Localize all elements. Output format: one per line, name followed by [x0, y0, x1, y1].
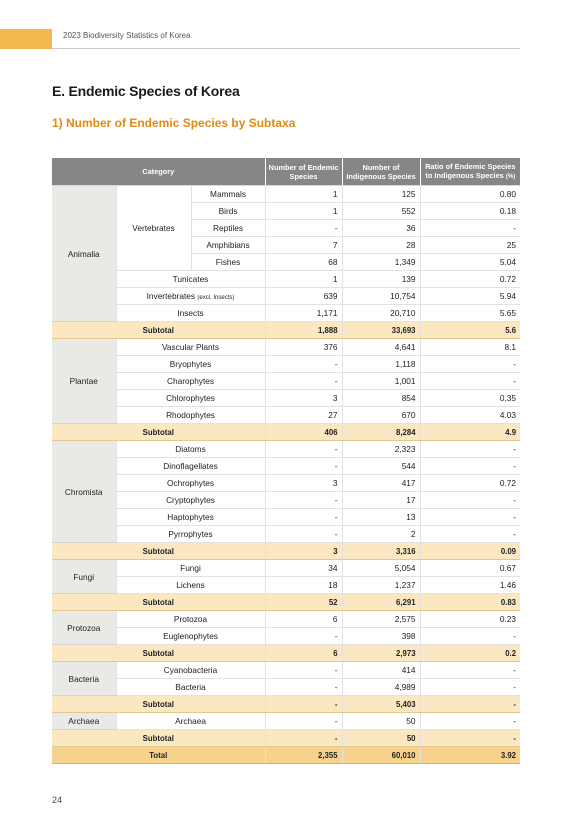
taxon-name: Cyanobacteria [116, 662, 265, 679]
indigenous-value: 1,001 [342, 373, 420, 390]
total-label: Total [52, 747, 265, 764]
subtotal-indigenous: 33,693 [342, 322, 420, 339]
taxon-name: Reptiles [191, 220, 265, 237]
table-row [52, 186, 520, 203]
endemic-value: - [265, 526, 342, 543]
indigenous-value: 4,641 [342, 339, 420, 356]
ratio-value: 5.04 [420, 254, 520, 271]
ratio-value: 0.67 [420, 560, 520, 577]
table-row [52, 373, 520, 390]
subtotal-label: Subtotal [52, 322, 265, 339]
subtotal-endemic: 406 [265, 424, 342, 441]
taxon-name: Euglenophytes [116, 628, 265, 645]
ratio-value: - [420, 679, 520, 696]
taxon-name [116, 288, 265, 305]
taxon-name: Pyrrophytes [116, 526, 265, 543]
table-row [52, 271, 520, 288]
subtotal-ratio: - [420, 730, 520, 747]
endemic-value: 27 [265, 407, 342, 424]
indigenous-value: 10,754 [342, 288, 420, 305]
subtotal-ratio: 0.83 [420, 594, 520, 611]
indigenous-value: 36 [342, 220, 420, 237]
indigenous-value: 2 [342, 526, 420, 543]
endemic-value: - [265, 628, 342, 645]
subtotal-indigenous: 5,403 [342, 696, 420, 713]
subtotal-ratio: 5.6 [420, 322, 520, 339]
indigenous-value: 28 [342, 237, 420, 254]
subtotal-row [52, 322, 520, 339]
indigenous-value: 1,237 [342, 577, 420, 594]
indigenous-value: 854 [342, 390, 420, 407]
indigenous-value: 1,118 [342, 356, 420, 373]
subtotal-indigenous: 2,973 [342, 645, 420, 662]
endemic-value: 7 [265, 237, 342, 254]
kingdom-bacteria: Bacteria [52, 662, 116, 696]
header-endemic: Number of Endemic Species [265, 158, 342, 186]
endemic-value: - [265, 662, 342, 679]
endemic-value: 68 [265, 254, 342, 271]
running-header: 2023 Biodiversity Statistics of Korea [63, 31, 191, 40]
endemic-value: - [265, 492, 342, 509]
taxon-name-note: (excl. Insects) [197, 295, 235, 301]
table-row [52, 628, 520, 645]
subtotal-row [52, 543, 520, 560]
table-row [52, 679, 520, 696]
table-row [52, 560, 520, 577]
indigenous-value: 552 [342, 203, 420, 220]
table-row [52, 526, 520, 543]
table-row [52, 339, 520, 356]
header-rule [52, 48, 520, 49]
ratio-value: 0.18 [420, 203, 520, 220]
endemic-value: - [265, 458, 342, 475]
endemic-value: - [265, 220, 342, 237]
header-accent-tab [0, 29, 52, 49]
group-vertebrates: Vertebrates [116, 186, 191, 271]
subtotal-label: Subtotal [52, 594, 265, 611]
ratio-value: 5.65 [420, 305, 520, 322]
taxon-name: Insects [116, 305, 265, 322]
indigenous-value: 544 [342, 458, 420, 475]
subtotal-ratio: 0.2 [420, 645, 520, 662]
ratio-value: - [420, 356, 520, 373]
indigenous-value: 414 [342, 662, 420, 679]
endemic-value: - [265, 356, 342, 373]
taxon-name: Bacteria [116, 679, 265, 696]
ratio-value: - [420, 441, 520, 458]
table-row [52, 458, 520, 475]
endemic-value: 1 [265, 186, 342, 203]
endemic-value: 18 [265, 577, 342, 594]
table-row [52, 288, 520, 305]
table-row [52, 713, 520, 730]
indigenous-value: 17 [342, 492, 420, 509]
indigenous-value: 2,323 [342, 441, 420, 458]
ratio-value: 0.80 [420, 186, 520, 203]
subsection-title: 1) Number of Endemic Species by Subtaxa [52, 116, 296, 130]
subtotal-endemic: - [265, 730, 342, 747]
table-row [52, 356, 520, 373]
total-row [52, 747, 520, 764]
taxon-name: Bryophytes [116, 356, 265, 373]
ratio-value: - [420, 373, 520, 390]
ratio-value: 0.72 [420, 475, 520, 492]
indigenous-value: 2,575 [342, 611, 420, 628]
ratio-value: - [420, 628, 520, 645]
kingdom-protozoa: Protozoa [52, 611, 116, 645]
kingdom-chromista: Chromista [52, 441, 116, 543]
indigenous-value: 13 [342, 509, 420, 526]
indigenous-value: 5,054 [342, 560, 420, 577]
endemic-value: - [265, 509, 342, 526]
ratio-value: - [420, 458, 520, 475]
endemic-value: 1,171 [265, 305, 342, 322]
table-row [52, 662, 520, 679]
subtotal-label: Subtotal [52, 730, 265, 747]
subtotal-label: Subtotal [52, 696, 265, 713]
taxon-name: Haptophytes [116, 509, 265, 526]
table-row [52, 577, 520, 594]
taxon-name: Mammals [191, 186, 265, 203]
ratio-value: 8.1 [420, 339, 520, 356]
taxon-name: Vascular Plants [116, 339, 265, 356]
table-row [52, 305, 520, 322]
subtotal-row [52, 594, 520, 611]
taxon-name: Archaea [116, 713, 265, 730]
taxon-name: Birds [191, 203, 265, 220]
header-indigenous: Number of Indigenous Species [342, 158, 420, 186]
taxon-name-text: Invertebrates [146, 291, 196, 301]
endemic-value: 376 [265, 339, 342, 356]
page-number: 24 [52, 795, 63, 805]
subtotal-label: Subtotal [52, 424, 265, 441]
taxon-name: Dinoflagellates [116, 458, 265, 475]
ratio-value: 4.03 [420, 407, 520, 424]
taxon-name: Diatoms [116, 441, 265, 458]
subtotal-endemic: 3 [265, 543, 342, 560]
endemic-value: 1 [265, 271, 342, 288]
indigenous-value: 417 [342, 475, 420, 492]
taxon-name: Lichens [116, 577, 265, 594]
ratio-value: - [420, 492, 520, 509]
subtotal-indigenous: 8,284 [342, 424, 420, 441]
header-category: Category [52, 158, 265, 186]
subtotal-indigenous: 6,291 [342, 594, 420, 611]
kingdom-fungi: Fungi [52, 560, 116, 594]
endemic-value: - [265, 441, 342, 458]
table-header-row [52, 158, 520, 186]
subtotal-row [52, 730, 520, 747]
table-row [52, 509, 520, 526]
subtotal-endemic: 6 [265, 645, 342, 662]
indigenous-value: 670 [342, 407, 420, 424]
endemic-value: 34 [265, 560, 342, 577]
subtotal-endemic: 52 [265, 594, 342, 611]
table-row [52, 390, 520, 407]
endemic-value: 1 [265, 203, 342, 220]
table-row [52, 492, 520, 509]
ratio-value: 5.94 [420, 288, 520, 305]
subtotal-label: Subtotal [52, 645, 265, 662]
ratio-value: 0.72 [420, 271, 520, 288]
subtotal-row [52, 696, 520, 713]
ratio-value: - [420, 662, 520, 679]
ratio-value: 0.35 [420, 390, 520, 407]
taxon-name: Chlorophytes [116, 390, 265, 407]
taxon-name: Rhodophytes [116, 407, 265, 424]
ratio-value: 0.23 [420, 611, 520, 628]
taxon-name: Fungi [116, 560, 265, 577]
endemic-value: - [265, 713, 342, 730]
endemic-value: - [265, 679, 342, 696]
taxon-name: Tunicates [116, 271, 265, 288]
indigenous-value: 398 [342, 628, 420, 645]
ratio-value: 25 [420, 237, 520, 254]
table-row [52, 475, 520, 492]
ratio-value: - [420, 526, 520, 543]
taxon-name: Charophytes [116, 373, 265, 390]
ratio-value: - [420, 220, 520, 237]
subtotal-ratio: 4.9 [420, 424, 520, 441]
subtotal-endemic: - [265, 696, 342, 713]
taxon-name: Fishes [191, 254, 265, 271]
indigenous-value: 1,349 [342, 254, 420, 271]
total-ratio: 3.92 [420, 747, 520, 764]
indigenous-value: 20,710 [342, 305, 420, 322]
header-ratio-label: Ratio of Endemic Species to Indigenous Species [425, 161, 516, 180]
taxon-name: Protozoa [116, 611, 265, 628]
indigenous-value: 50 [342, 713, 420, 730]
endemic-species-table [52, 158, 520, 764]
ratio-value: - [420, 713, 520, 730]
table-row [52, 611, 520, 628]
total-endemic: 2,355 [265, 747, 342, 764]
taxon-name: Cryptophytes [116, 492, 265, 509]
indigenous-value: 125 [342, 186, 420, 203]
endemic-value: 639 [265, 288, 342, 305]
subtotal-indigenous: 3,316 [342, 543, 420, 560]
ratio-value: 1.46 [420, 577, 520, 594]
kingdom-plantae: Plantae [52, 339, 116, 424]
endemic-value: 3 [265, 475, 342, 492]
taxon-name: Ochrophytes [116, 475, 265, 492]
subtotal-label: Subtotal [52, 543, 265, 560]
endemic-value: 6 [265, 611, 342, 628]
section-title: E. Endemic Species of Korea [52, 83, 240, 99]
subtotal-indigenous: 50 [342, 730, 420, 747]
subtotal-endemic: 1,888 [265, 322, 342, 339]
subtotal-row [52, 645, 520, 662]
total-indigenous: 60,010 [342, 747, 420, 764]
endemic-value: - [265, 373, 342, 390]
subtotal-ratio: - [420, 696, 520, 713]
subtotal-row [52, 424, 520, 441]
table-row [52, 407, 520, 424]
endemic-value: 3 [265, 390, 342, 407]
taxon-name: Amphibians [191, 237, 265, 254]
subtotal-ratio: 0.09 [420, 543, 520, 560]
header-ratio [420, 158, 520, 186]
kingdom-animalia: Animalia [52, 186, 116, 322]
indigenous-value: 4,989 [342, 679, 420, 696]
kingdom-archaea: Archaea [52, 713, 116, 730]
ratio-value: - [420, 509, 520, 526]
indigenous-value: 139 [342, 271, 420, 288]
header-ratio-unit: (%) [505, 173, 516, 180]
table-row [52, 441, 520, 458]
